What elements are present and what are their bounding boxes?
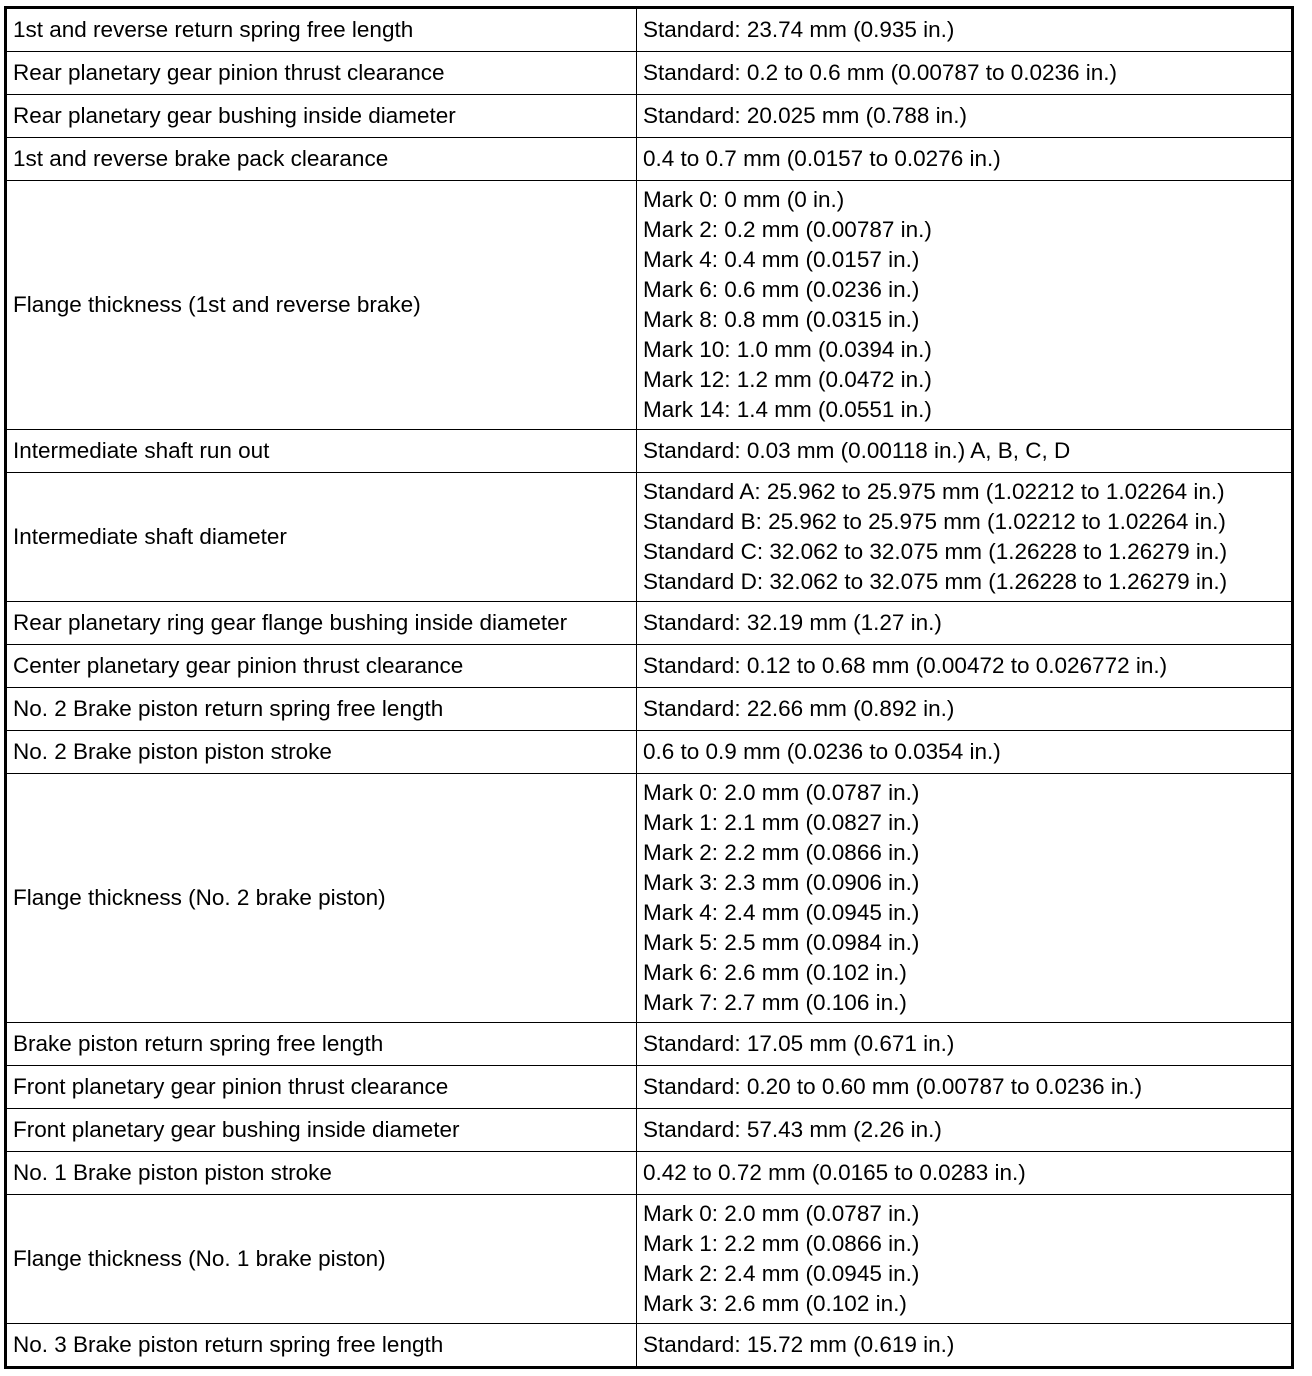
spec-value-line: Mark 3: 2.6 mm (0.102 in.) xyxy=(643,1291,907,1316)
spec-value-cell xyxy=(637,473,1293,602)
spec-row xyxy=(6,52,1293,95)
spec-name-cell: Flange thickness (No. 2 brake piston) xyxy=(6,774,637,1023)
spec-name-cell: Front planetary gear bushing inside diameter xyxy=(6,1109,637,1152)
spec-value-line: Standard: 57.43 mm (2.26 in.) xyxy=(643,1117,942,1142)
spec-value-cell xyxy=(637,645,1293,688)
spec-name-cell: Brake piston return spring free length xyxy=(6,1023,637,1066)
spec-row xyxy=(6,138,1293,181)
spec-value-line: Standard D: 32.062 to 32.075 mm (1.26228 to 1.26279 in.) xyxy=(643,569,1228,594)
spec-row xyxy=(6,602,1293,645)
spec-row xyxy=(6,473,1293,602)
spec-name-cell: No. 2 Brake piston return spring free length xyxy=(6,688,637,731)
spec-value-line: 0.4 to 0.7 mm (0.0157 to 0.0276 in.) xyxy=(643,146,1001,171)
spec-row xyxy=(6,731,1293,774)
spec-value-line: Standard: 0.20 to 0.60 mm (0.00787 to 0.0236 in.) xyxy=(643,1074,1143,1099)
spec-value-line: Standard: 32.19 mm (1.27 in.) xyxy=(643,610,942,635)
spec-name-cell: Rear planetary ring gear flange bushing inside diameter xyxy=(6,602,637,645)
spec-value-line: Mark 2: 0.2 mm (0.00787 in.) xyxy=(643,217,932,242)
spec-value-cell xyxy=(637,731,1293,774)
spec-value-cell xyxy=(637,1152,1293,1195)
spec-row xyxy=(6,1023,1293,1066)
spec-name-cell: Front planetary gear pinion thrust clearance xyxy=(6,1066,637,1109)
spec-value-line: Mark 2: 2.4 mm (0.0945 in.) xyxy=(643,1261,920,1286)
spec-value-cell xyxy=(637,95,1293,138)
specification-table xyxy=(4,6,1294,1369)
spec-name-cell: Flange thickness (1st and reverse brake) xyxy=(6,181,637,430)
spec-value-cell xyxy=(637,138,1293,181)
spec-name-cell: Intermediate shaft diameter xyxy=(6,473,637,602)
spec-value-line: Standard: 17.05 mm (0.671 in.) xyxy=(643,1031,955,1056)
spec-value-cell xyxy=(637,1109,1293,1152)
spec-row xyxy=(6,645,1293,688)
spec-row xyxy=(6,774,1293,1023)
spec-name-cell: No. 2 Brake piston piston stroke xyxy=(6,731,637,774)
spec-value-cell xyxy=(637,1324,1293,1368)
spec-row xyxy=(6,1152,1293,1195)
spec-value-cell xyxy=(637,181,1293,430)
spec-row xyxy=(6,1109,1293,1152)
spec-value-line: Mark 0: 0 mm (0 in.) xyxy=(643,187,845,212)
spec-row xyxy=(6,8,1293,52)
spec-value-cell xyxy=(637,1023,1293,1066)
spec-value-line: Mark 8: 0.8 mm (0.0315 in.) xyxy=(643,307,920,332)
spec-value-line: Standard: 20.025 mm (0.788 in.) xyxy=(643,103,967,128)
spec-value-line: Standard: 22.66 mm (0.892 in.) xyxy=(643,696,955,721)
spec-value-line: Mark 3: 2.3 mm (0.0906 in.) xyxy=(643,870,920,895)
spec-row xyxy=(6,95,1293,138)
spec-value-line: Mark 4: 2.4 mm (0.0945 in.) xyxy=(643,900,920,925)
spec-row xyxy=(6,1066,1293,1109)
spec-name-cell: Center planetary gear pinion thrust clearance xyxy=(6,645,637,688)
spec-name-cell: No. 3 Brake piston return spring free length xyxy=(6,1324,637,1368)
spec-name-cell: Flange thickness (No. 1 brake piston) xyxy=(6,1195,637,1324)
specification-table-body xyxy=(6,8,1293,1368)
spec-row xyxy=(6,1195,1293,1324)
spec-value-line: Mark 0: 2.0 mm (0.0787 in.) xyxy=(643,780,920,805)
spec-name-cell: No. 1 Brake piston piston stroke xyxy=(6,1152,637,1195)
spec-value-line: 0.42 to 0.72 mm (0.0165 to 0.0283 in.) xyxy=(643,1160,1026,1185)
spec-name-cell: Intermediate shaft run out xyxy=(6,430,637,473)
spec-value-line: Mark 12: 1.2 mm (0.0472 in.) xyxy=(643,367,932,392)
spec-name-cell: Rear planetary gear pinion thrust clearance xyxy=(6,52,637,95)
spec-value-line: Mark 1: 2.2 mm (0.0866 in.) xyxy=(643,1231,920,1256)
spec-value-cell xyxy=(637,8,1293,52)
spec-value-cell xyxy=(637,1066,1293,1109)
spec-value-cell xyxy=(637,602,1293,645)
spec-value-line: Standard: 0.12 to 0.68 mm (0.00472 to 0.026772 in.) xyxy=(643,653,1168,678)
spec-value-cell xyxy=(637,52,1293,95)
spec-value-line: Standard B: 25.962 to 25.975 mm (1.02212 to 1.02264 in.) xyxy=(643,509,1226,534)
spec-value-line: Mark 0: 2.0 mm (0.0787 in.) xyxy=(643,1201,920,1226)
spec-value-cell xyxy=(637,1195,1293,1324)
spec-value-line: Standard C: 32.062 to 32.075 mm (1.26228 to 1.26279 in.) xyxy=(643,539,1228,564)
spec-value-line: Mark 2: 2.2 mm (0.0866 in.) xyxy=(643,840,920,865)
spec-value-line: Mark 7: 2.7 mm (0.106 in.) xyxy=(643,990,907,1015)
spec-value-line: Mark 5: 2.5 mm (0.0984 in.) xyxy=(643,930,920,955)
spec-name-cell: 1st and reverse brake pack clearance xyxy=(6,138,637,181)
spec-value-line: Standard: 15.72 mm (0.619 in.) xyxy=(643,1332,955,1357)
spec-value-line: Mark 1: 2.1 mm (0.0827 in.) xyxy=(643,810,920,835)
spec-value-cell xyxy=(637,774,1293,1023)
spec-value-cell xyxy=(637,430,1293,473)
spec-value-line: Standard A: 25.962 to 25.975 mm (1.02212 to 1.02264 in.) xyxy=(643,479,1225,504)
spec-value-line: Standard: 0.03 mm (0.00118 in.) A, B, C, D xyxy=(643,438,1071,463)
spec-name-cell: 1st and reverse return spring free length xyxy=(6,8,637,52)
spec-value-line: Mark 6: 2.6 mm (0.102 in.) xyxy=(643,960,907,985)
spec-value-line: Standard: 0.2 to 0.6 mm (0.00787 to 0.0236 in.) xyxy=(643,60,1118,85)
spec-value-line: Mark 14: 1.4 mm (0.0551 in.) xyxy=(643,397,932,422)
spec-row xyxy=(6,181,1293,430)
spec-value-cell xyxy=(637,688,1293,731)
spec-value-line: Mark 10: 1.0 mm (0.0394 in.) xyxy=(643,337,932,362)
spec-row xyxy=(6,1324,1293,1368)
spec-value-line: Mark 6: 0.6 mm (0.0236 in.) xyxy=(643,277,920,302)
spec-row xyxy=(6,430,1293,473)
spec-value-line: 0.6 to 0.9 mm (0.0236 to 0.0354 in.) xyxy=(643,739,1001,764)
spec-value-line: Standard: 23.74 mm (0.935 in.) xyxy=(643,17,955,42)
spec-name-cell: Rear planetary gear bushing inside diameter xyxy=(6,95,637,138)
spec-row xyxy=(6,688,1293,731)
spec-value-line: Mark 4: 0.4 mm (0.0157 in.) xyxy=(643,247,920,272)
